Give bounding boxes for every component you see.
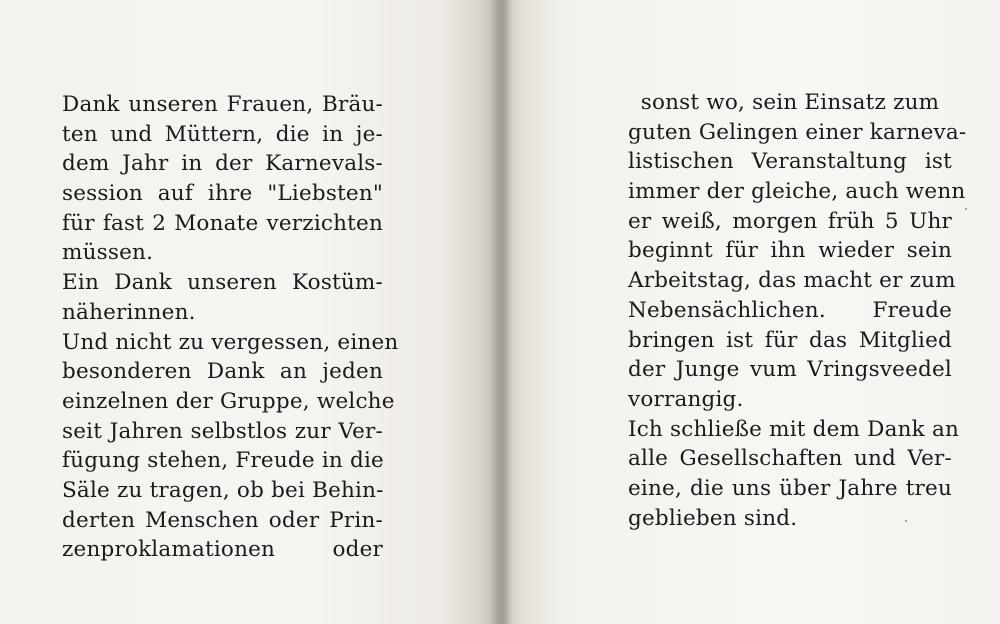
text-line: dem Jahr in der Karnevals- (62, 151, 383, 177)
text-line: ten und Müttern, die in je- (62, 121, 383, 147)
text-line: immer der gleiche, auch wenn (628, 179, 966, 205)
text-line: geblieben sind. (628, 505, 798, 531)
text-line: müssen. (62, 240, 154, 266)
text-line: Dank unseren Frauen, Bräu- (62, 92, 383, 117)
text-line: sonst wo, sein Einsatz zum (640, 90, 940, 115)
text-line: Arbeitstag, das macht er zum (628, 268, 956, 294)
text-line: vorrangig. (628, 386, 744, 412)
text-line: er weiß, morgen früh 5 Uhr (628, 208, 952, 234)
right-page (500, 0, 1000, 624)
text-line: der Junge vum Vringsveedel (628, 357, 952, 383)
text-line: besonderen Dank an jeden (62, 359, 383, 385)
text-line: guten Gelingen einer karneva- (628, 119, 967, 145)
left-page-text (62, 90, 399, 565)
paper-speck (965, 208, 967, 210)
text-line: listischen Veranstaltung ist (628, 149, 952, 175)
text-line: eine, die uns über Jahre treu (628, 475, 952, 501)
text-line: näherinnen. (62, 299, 196, 325)
text-line: Ein Dank unseren Kostüm- (62, 270, 383, 296)
text-line: derten Menschen oder Prin- (62, 507, 383, 533)
text-line: beginnt für ihn wieder sein (628, 238, 952, 264)
right-page-text (628, 88, 967, 533)
paper-speck (905, 520, 907, 522)
text-line: seit Jahren selbstlos zur Ver- (62, 418, 383, 444)
text-line: einzelnen der Gruppe, welche (62, 388, 395, 414)
text-line: für fast 2 Monate verzichten (62, 210, 383, 236)
text-line: alle Gesellschaften und Ver- (628, 446, 952, 472)
text-line: session auf ihre "Liebsten" (62, 181, 383, 207)
book-gutter (490, 0, 512, 624)
text-line: fügung stehen, Freude in die (62, 448, 384, 474)
text-line: bringen ist für das Mitglied (628, 327, 952, 353)
text-line: Säle zu tragen, ob bei Behin- (62, 477, 384, 503)
text-line: Und nicht zu vergessen, einen (62, 329, 399, 355)
text-line: Ich schließe mit dem Dank an (628, 416, 960, 442)
text-line: zenproklamationen oder (62, 537, 383, 563)
text-line: Nebensächlichen. Freude (628, 297, 952, 323)
